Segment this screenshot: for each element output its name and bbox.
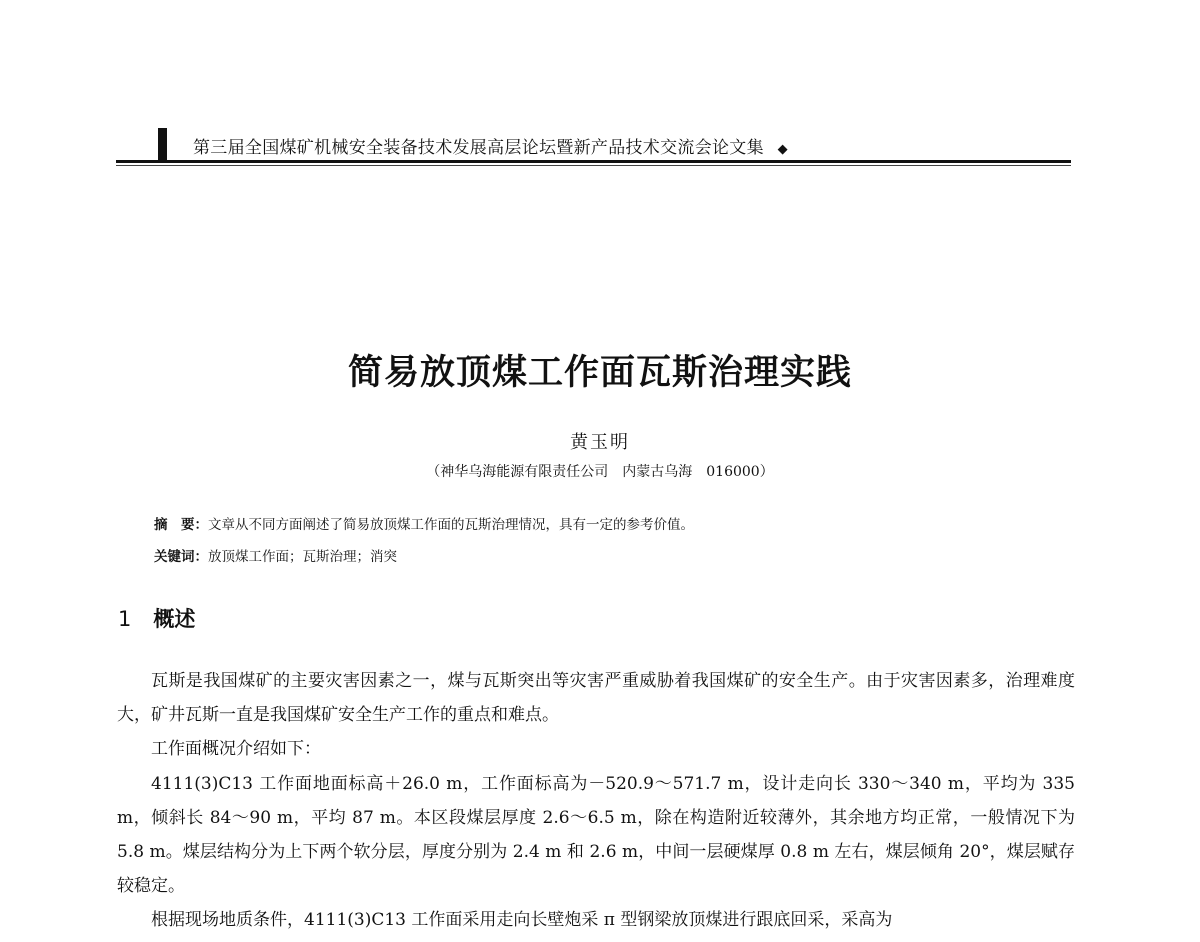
header-rule-thin: [116, 165, 1071, 166]
section-title: 概述: [153, 607, 196, 631]
paragraph: 根据现场地质条件，4111(3)C13 工作面采用走向长壁炮采 π 型钢梁放顶煤进行跟底回采，采高为: [151, 910, 893, 931]
running-title: 第三届全国煤矿机械安全装备技术发展高层论坛暨新产品技术交流会论文集: [193, 138, 764, 158]
paragraph: 4111(3)C13 工作面地面标高＋26.0 m，工作面标高为－520.9～571.7 m，设计走向长 330～340 m，平均为 335 m，倾斜长 84～90 m，平均 87 m。本区段煤层厚度 2.6～6.5 m，除在构造附近较薄外，其余地方均正常，一般情况下为 5.8 m。煤层结构分为上下两个软分层，厚度分别为 2.4 m 和 2.6 m，中间一层硬煤厚 0.8 m 左右，煤层倾角 20°，煤层赋存较稳定。: [117, 773, 1075, 897]
section-number: 1: [118, 607, 132, 631]
keywords-text: 放顶煤工作面；瓦斯治理；消突: [208, 549, 397, 565]
paragraph: 工作面概况介绍如下：: [151, 739, 321, 760]
author-name: 黄玉明: [570, 432, 630, 453]
header-bar-mark: [158, 128, 167, 160]
keywords: [154, 545, 397, 565]
author-affiliation: （神华乌海能源有限责任公司 内蒙古乌海 016000）: [426, 464, 774, 480]
section-heading: [118, 603, 195, 633]
header-rule: [116, 160, 1071, 163]
abstract: [154, 513, 694, 533]
paper-title: 简易放顶煤工作面瓦斯治理实践: [347, 353, 852, 393]
keywords-label: 关键词：: [154, 549, 208, 565]
running-header: [193, 133, 788, 158]
abstract-text: 文章从不同方面阐述了简易放顶煤工作面的瓦斯治理情况，具有一定的参考价值。: [208, 517, 694, 533]
diamond-icon: ◆: [777, 142, 788, 157]
paragraph: 瓦斯是我国煤矿的主要灾害因素之一，煤与瓦斯突出等灾害严重威胁着我国煤矿的安全生产。由于灾害因素多，治理难度大，矿井瓦斯一直是我国煤矿安全生产工作的重点和难点。: [117, 671, 1075, 726]
section-body: [117, 664, 1075, 938]
abstract-label: 摘 要：: [154, 517, 208, 533]
